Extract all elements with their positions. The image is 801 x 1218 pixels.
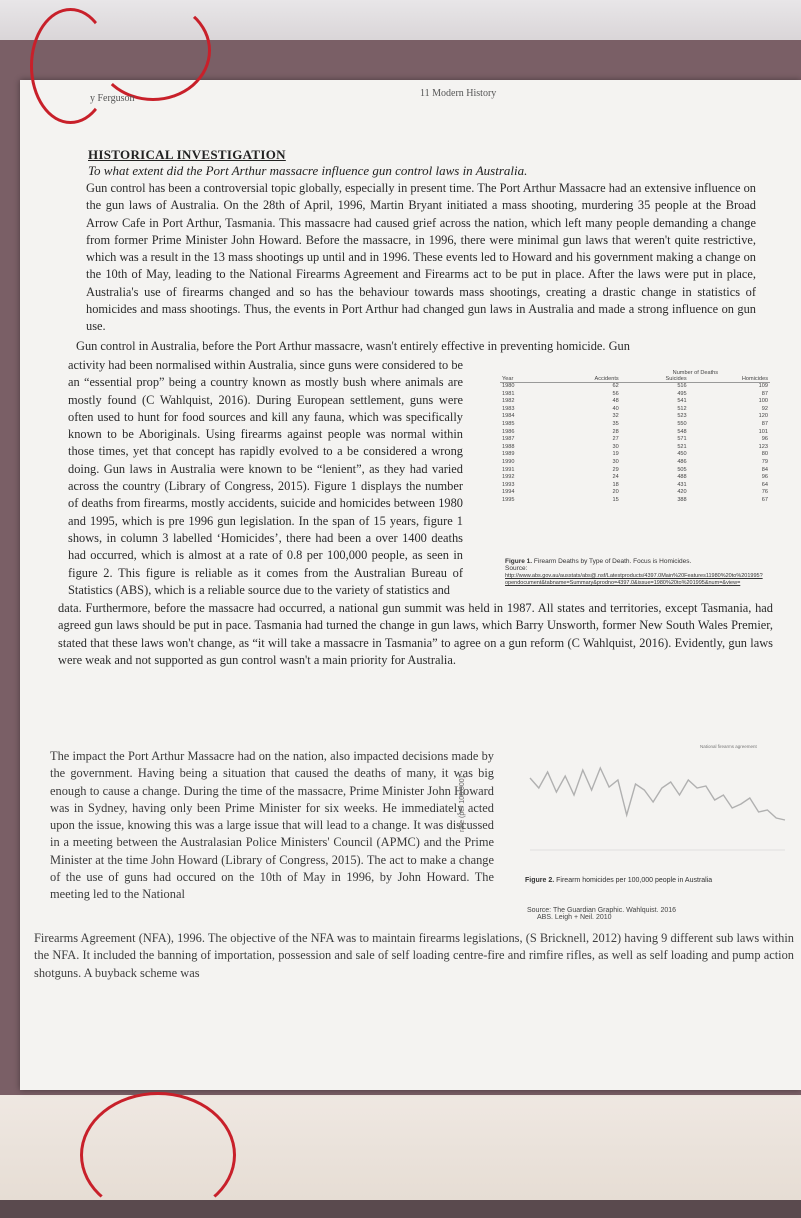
table-cell: 1982	[502, 398, 515, 405]
table-cell: 28	[612, 428, 619, 435]
column-header: Homicides	[689, 376, 770, 383]
table-cell: 1980	[502, 383, 515, 389]
before-paragraph-first-line: Gun control in Australia, before the Port Arthur massacre, wasn't entirely effective in preventing homicide. Gun	[76, 339, 630, 353]
table-row	[500, 459, 770, 467]
table-cell: 76	[761, 489, 768, 496]
table-cell: 450	[677, 451, 687, 458]
table-cell: 420	[677, 489, 687, 496]
table-cell: 32	[612, 413, 619, 420]
table-cell: 87	[761, 390, 768, 397]
figure-2-source	[527, 907, 777, 921]
table-cell: 29	[612, 466, 619, 473]
table-cell: 521	[677, 443, 687, 450]
table-cell: 30	[612, 443, 619, 450]
table-cell: 96	[761, 474, 768, 481]
table-cell: 388	[677, 496, 687, 503]
table-row	[500, 398, 770, 406]
figure-1-source-label: Source:	[505, 565, 528, 572]
table-cell: 1991	[502, 466, 515, 473]
table-row	[500, 436, 770, 444]
figure-1-source-link[interactable]: http://www.abs.gov.au/ausstats/abs@.nsf/Latestproducts/4397.0Main%20Features11980%20to%201995?opendocument&tabname=Summary&prodno=4397.0&issue=1980%20to%201995&num=&view=	[505, 573, 763, 586]
table-cell: 1988	[502, 443, 515, 450]
table-cell: 27	[612, 436, 619, 443]
column-header: Accidents	[544, 376, 620, 383]
before-paragraph-rest: data. Furthermore, before the massacre had occurred, a national gun summit was held in 1987. All states and territories, except Tasmania, had agreed gun laws should be put in pace. Tasmania had turned the change in gun laws, which Barry Unsworth, former New South Wales Premier, stated that these laws won't change, as “it will take a massacre in Tasmania” to agree on a gun reform (C Wahlquist, 2016). Evidently, gun laws were weak and not supported as gun control wasn't a main priority for Australia.	[58, 601, 773, 667]
table-cell: 92	[761, 405, 768, 412]
table-cell: 24	[612, 474, 619, 481]
table-cell: 550	[677, 420, 687, 427]
chart-annotation: National firearms agreement	[700, 744, 757, 749]
red-ribbon-icon	[80, 1092, 236, 1218]
table-cell: 1995	[502, 496, 515, 503]
table-cell: 571	[677, 436, 687, 443]
table-row	[500, 482, 770, 490]
table-row	[500, 474, 770, 482]
table-cell: 486	[677, 458, 687, 465]
red-ribbon-icon	[95, 0, 211, 101]
table-cell: 20	[612, 489, 619, 496]
intro-paragraph: Gun control has been a controversial topic globally, especially in present time. The Port Arthur Massacre had an extensive influence on the gun laws of Australia. On the 28th of April, 1996, Martin Bryant initiated a mass shooting, murdering 35 people at the Broad Arrow Cafe in Port Arthur, Tasmania. This massacre had caused grief across the nation, which left many people demanding a change from former Prime Minister John Howard. Before the massacre, in 1996, there were minimal gun laws that weren't quite restrictive, which was a result in the 13 mass shootings up until and in 1996. These events led to Howard and his government making a change on the 10th of May, leading to the National Firearms Agreement and Firearms act to be put in place. After the laws were put in place, Australia's use of firearms changed and so has the behaviour towards mass shootings, creating a drastic change in statistics of homicides and mass shootings. Thus, the events in Port Arthur had changed gun laws in Australia and made a strong influence on gun use.	[86, 181, 756, 334]
table-cell: 101	[758, 428, 768, 435]
table-cell: 120	[758, 413, 768, 420]
impact-paragraph: The impact the Port Arthur Massacre had on the nation, also impacted decisions made by the government. Having being a situation that caused the deaths of many, it was big enough to cause a change. During the time of the massacre, Prime Minister John Howard was in Sydney, having only been Prime Minister for six weeks. He immediately acted upon the issue, knowing this was a large issue that will lead to a change. It was discussed in a meeting between the Australasian Police Ministers' Council (APMC) and the Prime Minister at the time John Howard (Library of Congress, 2015). The act to make a change of the use of guns had occured on the 10th of May in 1996, by John Howard. The meeting led to the National	[50, 749, 494, 902]
table-cell: 15	[612, 496, 619, 503]
figure-2-source-line-2: ABS. Leigh + Neil. 2010	[537, 914, 612, 921]
table-cell: 56	[612, 390, 619, 397]
table-cell: 84	[761, 466, 768, 473]
table-cell: 512	[677, 405, 687, 412]
table-cell: 64	[761, 481, 768, 488]
table-cell: 1989	[502, 451, 515, 458]
table-cell: 35	[612, 420, 619, 427]
table-row	[500, 391, 770, 399]
table-cell: 1983	[502, 405, 515, 412]
table-row	[500, 413, 770, 421]
table-cell: 123	[758, 443, 768, 450]
table-cell: 19	[612, 451, 619, 458]
table-cell: 79	[761, 458, 768, 465]
table-cell: 1992	[502, 474, 515, 481]
figure-2-caption	[525, 877, 775, 884]
table-cell: 505	[677, 466, 687, 473]
table-cell: 48	[612, 398, 619, 405]
figure-2-caption-label: Figure 2.	[525, 877, 555, 884]
chart-series-line	[530, 768, 785, 820]
table-cell: 1984	[502, 413, 515, 420]
table-cell: 100	[758, 398, 768, 405]
table-cell: 80	[761, 451, 768, 458]
table-cell: 30	[612, 458, 619, 465]
page-header-author: y Ferguson	[90, 93, 135, 104]
table-row	[500, 489, 770, 497]
table-cell: 523	[677, 413, 687, 420]
chart-ylabel: rate (per 100,000)	[459, 775, 466, 832]
table-cell: 96	[761, 436, 768, 443]
investigation-question: To what extent did the Port Arthur massacre influence gun control laws in Australia.	[88, 163, 528, 178]
table-group-header: Number of Deaths	[672, 370, 719, 376]
figure-1-table	[500, 370, 770, 570]
table-cell: 516	[677, 383, 687, 389]
table-row	[500, 406, 770, 414]
table-cell: 1981	[502, 390, 515, 397]
investigation-title: HISTORICAL INVESTIGATION	[88, 147, 286, 162]
table-cell: 1986	[502, 428, 515, 435]
table-cell: 488	[677, 474, 687, 481]
table-row	[500, 467, 770, 475]
table-cell: 109	[758, 383, 768, 389]
figure-1-caption-label: Figure 1.	[505, 558, 533, 565]
table-cell: 1994	[502, 489, 515, 496]
table-cell: 62	[612, 383, 619, 389]
table-cell: 1993	[502, 481, 515, 488]
figure-1-caption	[505, 558, 765, 586]
before-paragraph-wrapped: activity had been normalised within Australia, since guns were considered to be an “essential prop” being a country known as mostly bush where animals are mostly found (C Wahlquist, 2016). During European settlement, guns were often used to hunt for food sources and kill any fauna, which was specifically known to be Aboriginals. Using firearms against people was normal within those times, yet that concept has rapidly evolved to a be considered a wrong doing. Gun laws in Australia were known to be “lenient”, as they had varied across the country (Library of Congress, 2015). Figure 1 displays the number of deaths from firearms, mostly accidents, suicide and homicides between 1980 and 1995, which is pre 1996 gun legislation. In the span of 15 years, figure 1 shows, in column 3 labelled ‘Homicides’, there had been a over 1400 deaths had occurred, which is almost at a rate of 0.8 per 100,000 people, as seen in figure 2. This figure is reliable as it comes from the Australian Bureau of Statistics (ABS), which is a reliable source due to the variety of statistics and	[68, 358, 464, 597]
figure-2-source-line-1: Source: The Guardian Graphic. Wahlquist. 2016	[527, 907, 677, 914]
figure-2-line-chart	[459, 740, 790, 860]
table-row	[500, 429, 770, 437]
table-row	[500, 444, 770, 452]
table-cell: 495	[677, 390, 687, 397]
page-header-subject: 11 Modern History	[420, 88, 497, 99]
table-cell: 1987	[502, 436, 515, 443]
table-cell: 1990	[502, 458, 515, 465]
table-cell: 87	[761, 420, 768, 427]
table-row	[500, 383, 770, 391]
figure-2-caption-text: Firearm homicides per 100,000 people in Australia	[556, 877, 713, 884]
table-cell: 40	[612, 405, 619, 412]
table-cell: 541	[677, 398, 687, 405]
table-cell: 548	[677, 428, 687, 435]
table-cell: 67	[761, 496, 768, 503]
column-header: Suicides	[621, 376, 689, 383]
table-row	[500, 421, 770, 429]
impact-paragraph-rest: Firearms Agreement (NFA), 1996. The objective of the NFA was to maintain firearms legislations, (S Bricknell, 2012) having 9 different sub laws within the NFA. It included the banning of importation, possession and sale of self loading centre-fire and rimfire rifles, as well as self loading and pump action shotguns. A buyback scheme was	[34, 931, 794, 980]
table-row	[500, 497, 770, 505]
figure-1-caption-text: Firearm Deaths by Type of Death. Focus is Homicides.	[533, 558, 692, 565]
column-header: Year	[500, 376, 544, 383]
table-cell: 18	[612, 481, 619, 488]
table-row	[500, 451, 770, 459]
table-cell: 431	[677, 481, 687, 488]
table-cell: 1985	[502, 420, 515, 427]
